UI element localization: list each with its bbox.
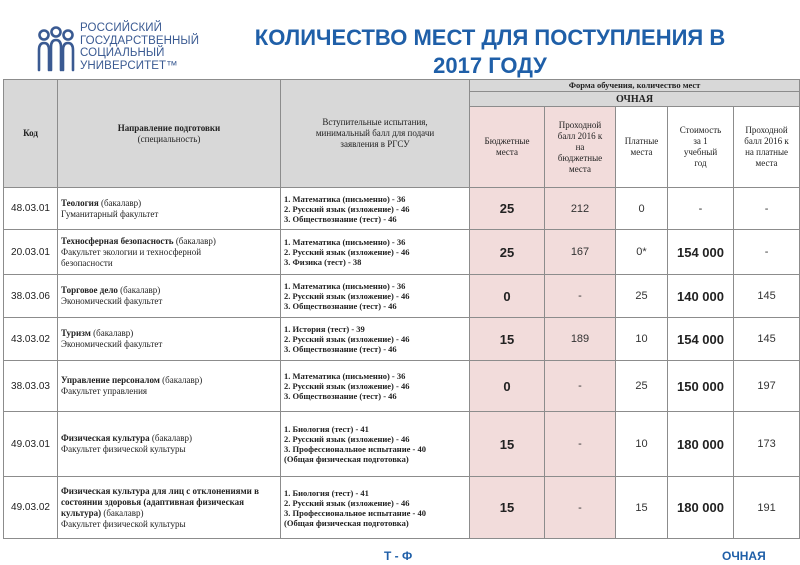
exam-label: (Общая физическая подготовка)	[284, 517, 409, 528]
exam-label: 3. Профессиональное испытание -	[284, 507, 416, 518]
exam-score: 36	[396, 281, 406, 291]
header-ochnaya-label: ОЧНАЯ	[615, 93, 654, 105]
header-line: места	[630, 147, 653, 157]
exam-label: 1. Математика (письменно) -	[284, 371, 395, 381]
row-code: 48.03.01	[4, 188, 58, 230]
row-faculty: Факультет физической культуры	[61, 518, 186, 529]
exam-label: 3. Обществознание (тест)	[284, 213, 382, 224]
row-faculty: Экономический факультет	[61, 339, 163, 349]
row-code: 43.03.02	[4, 318, 58, 361]
exam-score: 46	[400, 334, 410, 344]
row-title: Торговое дело	[61, 285, 118, 295]
title-line: 2017 ГОДУ	[433, 53, 547, 78]
row-code: 49.03.02	[4, 477, 58, 539]
exam-label: 2. Русский язык (изложение) -	[284, 203, 399, 214]
row-code: 38.03.03	[4, 361, 58, 412]
row-level: (бакалавр)	[162, 375, 203, 385]
row-pass-paid: -	[734, 230, 800, 275]
row-budget: 0	[470, 361, 545, 412]
header-line: Проходной	[558, 119, 602, 130]
row-pass-paid: 145	[734, 275, 800, 318]
exam-score: 40	[417, 444, 426, 454]
people-logo-icon	[36, 26, 76, 72]
row-exams	[281, 477, 470, 539]
row-title: Техносферная безопасность	[61, 235, 174, 246]
row-cost: -	[668, 188, 734, 230]
header-line: за 1	[693, 136, 708, 146]
exam-score: 36	[396, 193, 406, 204]
row-level: (бакалавр)	[103, 507, 144, 518]
row-exams	[281, 412, 470, 477]
row-cost: 154 000	[668, 230, 734, 275]
exam-score: 46	[400, 381, 410, 391]
row-paid: 25	[616, 361, 668, 412]
row-direction	[58, 318, 281, 361]
header-line: балл 2016 к	[557, 130, 603, 141]
table-row	[4, 361, 800, 412]
row-pass-paid: -	[734, 188, 800, 230]
header-line: Платные	[624, 136, 659, 146]
row-exams	[281, 361, 470, 412]
header-line: места	[496, 147, 518, 157]
row-faculty: Гуманитарный факультет	[61, 208, 159, 219]
header-pass-paid	[734, 107, 800, 188]
exam-score: 36	[396, 371, 406, 381]
row-level: (бакалавр)	[175, 235, 216, 246]
header-line: заявления в РГСУ	[340, 139, 410, 149]
header-line: год	[694, 158, 707, 168]
row-budget: 25	[470, 188, 545, 230]
exam-label: 3. Физика (тест)	[284, 257, 346, 267]
row-pass-budget: -	[545, 275, 616, 318]
row-pass-paid: 145	[734, 318, 800, 361]
header-pass-budget	[545, 107, 616, 188]
header-line: бюджетные	[557, 152, 603, 163]
row-pass-paid: 173	[734, 412, 800, 477]
table-row	[4, 412, 800, 477]
row-paid: 25	[616, 275, 668, 318]
row-pass-paid: 191	[734, 477, 800, 539]
row-title: Управление персоналом	[61, 375, 160, 385]
row-paid: 10	[616, 412, 668, 477]
exam-label: 1. Математика (письменно) -	[284, 193, 395, 204]
exam-score: - 41	[355, 487, 369, 498]
header-line: Вступительные испытания,	[322, 117, 428, 127]
exam-label: 3. Профессиональное испытание -	[284, 444, 416, 454]
row-level: (бакалавр)	[93, 328, 134, 338]
row-title: Туризм	[61, 328, 91, 338]
row-pass-budget: -	[545, 361, 616, 412]
row-code: 38.03.06	[4, 275, 58, 318]
exam-label: 1. Биология (тест)	[284, 487, 354, 498]
exam-score: - 46	[383, 391, 397, 401]
logo-line: УНИВЕРСИТЕТ™	[80, 59, 178, 72]
exam-score: - 41	[355, 424, 369, 434]
row-direction	[58, 412, 281, 477]
header-line: места	[755, 158, 778, 168]
header-budget	[470, 107, 545, 188]
header-ochnaya	[470, 92, 800, 107]
row-title: Теология	[61, 197, 99, 208]
row-budget: 15	[470, 477, 545, 539]
row-pass-paid: 197	[734, 361, 800, 412]
logo-line: РОССИЙСКИЙ	[80, 22, 163, 34]
exam-score: - 46	[383, 213, 397, 224]
row-paid: 10	[616, 318, 668, 361]
table-row	[4, 230, 800, 275]
table-row	[4, 477, 800, 539]
row-paid: 15	[616, 477, 668, 539]
row-code: 49.03.01	[4, 412, 58, 477]
header-line: Бюджетные	[484, 136, 530, 146]
title-line: КОЛИЧЕСТВО МЕСТ ДЛЯ ПОСТУПЛЕНИЯ В	[254, 25, 726, 50]
header-form-label: Форма обучения, количество мест	[568, 80, 701, 90]
header-direction	[58, 80, 281, 188]
exam-label: 2. Русский язык (изложение) -	[284, 497, 399, 508]
footer-tf-label: Т - Ф	[384, 549, 413, 563]
header-code	[4, 80, 58, 188]
exam-score: 46	[400, 434, 410, 444]
exam-score: - 38	[347, 257, 362, 267]
exam-label: 3. Обществознание (тест)	[284, 301, 382, 311]
footer-ochnaya-label: ОЧНАЯ	[722, 549, 766, 563]
exam-score: 46	[400, 203, 410, 214]
university-logo	[6, 22, 216, 82]
row-pass-budget: 212	[545, 188, 616, 230]
table-row	[4, 275, 800, 318]
row-pass-budget: 167	[545, 230, 616, 275]
row-code: 20.03.01	[4, 230, 58, 275]
exam-label: 3. Обществознание (тест)	[284, 391, 382, 401]
header-line: балл 2016 к	[744, 136, 789, 146]
table-row	[4, 318, 800, 361]
header-code-label: Код	[23, 128, 38, 138]
row-cost: 150 000	[668, 361, 734, 412]
header-line: Проходной	[745, 125, 788, 135]
exam-label: 2. Русский язык (изложение) -	[284, 381, 399, 391]
exam-label: 3. Обществознание (тест)	[284, 344, 382, 354]
header-line: (специальность)	[137, 133, 201, 144]
row-direction	[58, 230, 281, 275]
exam-score: 46	[400, 247, 410, 257]
row-direction	[58, 275, 281, 318]
exam-label: 2. Русский язык (изложение) -	[284, 291, 399, 301]
exam-label: 1. История (тест)	[284, 324, 350, 334]
row-level: (бакалавр)	[120, 285, 161, 295]
row-pass-budget: 189	[545, 318, 616, 361]
row-exams	[281, 318, 470, 361]
row-paid: 0*	[616, 230, 668, 275]
row-title: Физическая культура для лиц с отклонениями в состоянии здоровья (адаптивная физическая культура)	[61, 485, 259, 518]
row-level: (бакалавр)	[151, 433, 193, 443]
exam-label: 1. Математика (письменно) -	[284, 237, 395, 247]
exam-score: 40	[417, 507, 426, 518]
exam-label: (Общая физическая подготовка)	[284, 454, 409, 464]
row-exams	[281, 188, 470, 230]
row-level: (бакалавр)	[100, 197, 142, 208]
row-title: Физическая культура	[61, 433, 150, 443]
row-direction	[58, 361, 281, 412]
row-cost: 180 000	[668, 477, 734, 539]
row-exams	[281, 275, 470, 318]
row-faculty: Факультет экологии и техносферной	[61, 246, 202, 257]
exam-label: 1. Биология (тест)	[284, 424, 354, 434]
table-row	[4, 188, 800, 230]
exam-label: 2. Русский язык (изложение) -	[284, 247, 399, 257]
row-pass-budget: -	[545, 477, 616, 539]
exam-score: - 39	[351, 324, 365, 334]
exam-score: - 46	[383, 301, 397, 311]
logo-line: СОЦИАЛЬНЫЙ	[80, 47, 165, 59]
exam-score: 46	[400, 291, 410, 301]
row-direction	[58, 188, 281, 230]
exam-score: 46	[400, 497, 410, 508]
header-line: на платные	[745, 147, 788, 157]
exam-label: 2. Русский язык (изложение) -	[284, 334, 399, 344]
header-cost	[668, 107, 734, 188]
header-line: места	[569, 163, 591, 174]
header-line: учебный	[683, 147, 718, 157]
header-form	[470, 80, 800, 92]
row-budget: 15	[470, 412, 545, 477]
row-paid: 0	[616, 188, 668, 230]
exam-label: 1. Математика (письменно) -	[284, 281, 395, 291]
header-line: Стоимость	[679, 125, 722, 135]
row-direction	[58, 477, 281, 539]
header-line: минимальный балл для подачи	[315, 128, 435, 138]
row-faculty: Факультет физической культуры	[61, 444, 186, 454]
header-paid	[616, 107, 668, 188]
row-cost: 180 000	[668, 412, 734, 477]
exam-label: 2. Русский язык (изложение) -	[284, 434, 399, 444]
header-exams	[281, 80, 470, 188]
exam-score: - 46	[383, 344, 397, 354]
row-pass-budget: -	[545, 412, 616, 477]
admission-table	[3, 79, 800, 539]
row-budget: 0	[470, 275, 545, 318]
row-faculty: безопасности	[61, 257, 113, 268]
header-line: Направление подготовки	[117, 122, 221, 133]
row-budget: 15	[470, 318, 545, 361]
row-budget: 25	[470, 230, 545, 275]
logo-text	[80, 22, 199, 72]
page-title	[210, 24, 770, 80]
exam-score: 36	[396, 237, 406, 247]
row-exams	[281, 230, 470, 275]
header-line: на	[575, 141, 585, 152]
row-faculty: Факультет управления	[61, 386, 148, 396]
row-cost: 154 000	[668, 318, 734, 361]
logo-line: ГОСУДАРСТВЕННЫЙ	[80, 34, 200, 47]
row-faculty: Экономический факультет	[61, 296, 163, 306]
row-cost: 140 000	[668, 275, 734, 318]
